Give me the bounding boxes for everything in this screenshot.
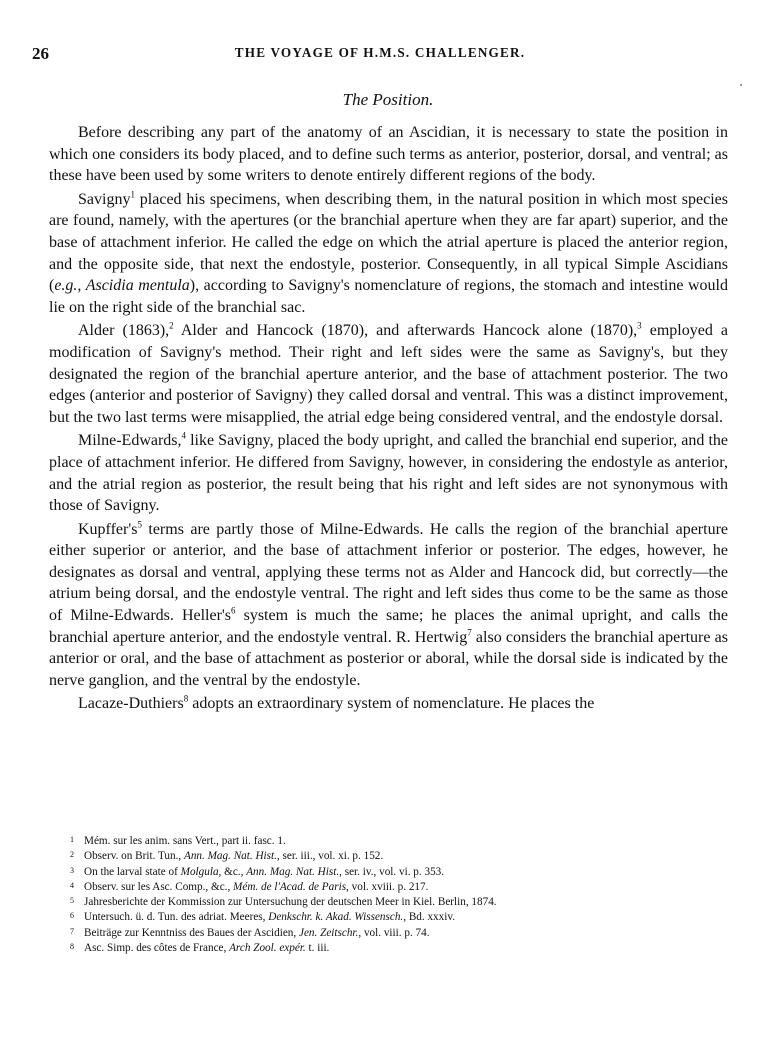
footnote-ref: 3 bbox=[637, 321, 642, 332]
text-run: system is much the same; he places the animal upright, and calls the branchial aperture anterior, and the endostyle ventral. R. Hertwig bbox=[49, 607, 728, 646]
italic-text: Jen. Zeitschr. bbox=[299, 926, 359, 939]
text-run: , Bd. xxxiv. bbox=[403, 911, 456, 924]
footnote-ref: 8 bbox=[183, 694, 189, 705]
paragraph bbox=[49, 519, 728, 692]
footnote-ref: 2 bbox=[169, 321, 174, 332]
text-run: like Savigny, placed the body upright, and called the branchial end superior, and the place of attachment inferior. He differed from Savigny, however, in considering the endostyle as anterior, and the atrial region as posterior, the result being that his right and left sides are not synonymous with those of Savigny. bbox=[49, 432, 728, 515]
footnotes bbox=[70, 834, 730, 956]
text-run: employed a modification of Savigny's method. Their right and left sides were the same as Savigny's, but they designated the region of the branchial aperture anterior, and the base of attachment posterior. The two edges (anterior and posterior of Savigny) they called dorsal and ventral. This was a distinct improvement, but the two last terms were misapplied, the atrial edge being considered ventral, and the endostyle dorsal. bbox=[49, 322, 728, 426]
footnote-ref: 1 bbox=[130, 189, 135, 200]
italic-text: Ann. Mag. Nat. Hist. bbox=[183, 850, 277, 863]
footnote-number: 2 bbox=[70, 850, 74, 860]
text-run: Mém. sur les anim. sans Vert., part ii. fasc. 1. bbox=[84, 835, 286, 847]
print-speck bbox=[740, 84, 742, 86]
paragraph bbox=[49, 430, 728, 516]
text-run: adopts an extraordinary system of nomenclature. He places the bbox=[188, 695, 595, 713]
footnote-text bbox=[84, 896, 497, 908]
footnote-number: 1 bbox=[70, 835, 74, 844]
paragraph bbox=[49, 189, 728, 319]
footnote-text bbox=[84, 850, 383, 862]
footnote-number: 3 bbox=[70, 865, 74, 875]
text-run: Asc. Simp. des côtes de France, bbox=[84, 942, 230, 955]
footnote-ref: 6 bbox=[231, 605, 236, 616]
text-run: Lacaze-Duthiers bbox=[78, 695, 184, 713]
italic-text: Mém. de l'Acad. de Paris bbox=[233, 880, 347, 893]
running-title: THE VOYAGE OF H.M.S. CHALLENGER. bbox=[234, 45, 526, 60]
italic-text: Arch Zool. expér. bbox=[229, 942, 306, 955]
text-run: , vol. xviii. p. 217. bbox=[346, 880, 429, 893]
text-run: t. iii. bbox=[305, 942, 330, 955]
text-run: , ser. iii., vol. xi. p. 152. bbox=[276, 850, 384, 863]
text-run: placed his specimens, when describing them, in the natural position in which most species are found, namely, with the apertures (or the branchial aperture when they are far apart) superior, and the base of attachment inferior. He called the edge on which the atrial aperture is placed the anterior region, and the opposite side, that next the endostyle, posterior. Consequently, in all typical Simple Ascidians ( bbox=[49, 190, 728, 295]
text-run: ), according to Savigny's nomenclature of regions, the stomach and intestine would lie on the right side of the branchial sac. bbox=[49, 277, 728, 316]
paragraph bbox=[49, 693, 728, 715]
text-run: Milne-Edwards, bbox=[78, 432, 182, 450]
footnote-text bbox=[84, 835, 286, 847]
italic-text: Ann. Mag. Nat. Hist. bbox=[246, 865, 340, 878]
text-run: Observ. sur les Asc. Comp., &c., bbox=[84, 880, 234, 893]
paragraph bbox=[49, 122, 728, 187]
page-number: 26 bbox=[32, 44, 49, 63]
text-run: Jahresberichte der Kommission zur Untersuchung der deutschen Meer in Kiel. Berlin, 1874. bbox=[84, 896, 497, 909]
footnote-number: 4 bbox=[70, 880, 74, 890]
text-run: Untersuch. ü. d. Tun. des adriat. Meeres, bbox=[84, 911, 269, 924]
footnote-number: 5 bbox=[70, 896, 74, 906]
text-run: Alder (1863), bbox=[78, 322, 170, 340]
footnote bbox=[70, 941, 730, 956]
text-run: , ser. iv., vol. vi. p. 353. bbox=[339, 865, 445, 878]
body-text bbox=[49, 122, 728, 717]
footnote bbox=[70, 926, 730, 941]
text-run: terms are partly those of Milne-Edwards. He calls the region of the branchial aperture either superior or anterior, and the base of attachment inferior or posterior. The edges, however, he designates as dorsal and ventral, applying these terms not as Alder and Hancock did, but correctly—the atrium being dorsal, and the endostyle ventral. The right and left sides thus come to be the same as those of Milne-Edwards. Heller's bbox=[49, 520, 728, 625]
footnote-text bbox=[84, 927, 430, 939]
text-run: Observ. on Brit. Tun., bbox=[84, 850, 184, 863]
footnote-number: 8 bbox=[70, 942, 74, 952]
footnote bbox=[70, 834, 730, 849]
italic-text: e.g., Ascidia mentula bbox=[54, 277, 190, 295]
text-run: Before describing any part of the anatomy of an Ascidian, it is necessary to state the position in which one considers its body placed, and to define such terms as anterior, posterior, dorsal, and ventral; as these have been used by some writers to denote entirely different regions of the body. bbox=[49, 124, 728, 185]
text-run: , &c., bbox=[218, 865, 247, 878]
footnote bbox=[70, 849, 730, 864]
text-run: Beiträge zur Kenntniss des Baues der Ascidien, bbox=[84, 926, 299, 939]
text-run: On the larval state of bbox=[84, 865, 181, 878]
text-run: , vol. viii. p. 74. bbox=[358, 926, 430, 939]
italic-text: Denkschr. k. Akad. Wissensch. bbox=[268, 911, 404, 924]
footnote-number: 6 bbox=[70, 911, 74, 921]
footnote-number: 7 bbox=[70, 926, 74, 936]
footnote bbox=[70, 880, 730, 895]
footnote-ref: 7 bbox=[467, 627, 472, 638]
footnote bbox=[70, 895, 730, 910]
text-run: also considers the branchial aperture as anterior or oral, and the base of attachment as posterior or aboral, while the dorsal side is indicated by the nerve ganglion, and the ventral by the endostyle. bbox=[49, 628, 728, 689]
paragraph bbox=[49, 320, 728, 428]
footnote bbox=[70, 865, 730, 880]
text-run: Savigny bbox=[78, 190, 131, 208]
footnote-text bbox=[84, 866, 444, 878]
footnote bbox=[70, 910, 730, 925]
footnote-text bbox=[84, 942, 329, 954]
footnote-ref: 4 bbox=[181, 430, 187, 441]
page-header bbox=[30, 44, 730, 66]
footnote-ref: 5 bbox=[137, 519, 142, 530]
footnote-text bbox=[84, 881, 428, 893]
italic-text: Molgula bbox=[180, 865, 219, 878]
text-run: Kupffer's bbox=[78, 520, 138, 538]
text-run: Alder and Hancock (1870), and afterwards Hancock alone (1870), bbox=[173, 322, 638, 340]
footnote-text bbox=[84, 911, 455, 923]
section-title: The Position. bbox=[342, 90, 434, 109]
